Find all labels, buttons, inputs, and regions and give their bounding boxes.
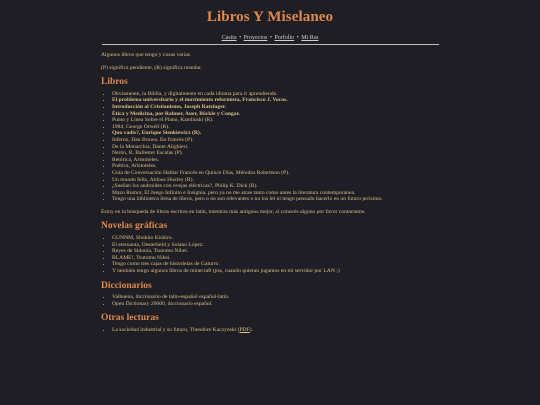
section-heading-novelas: Novelas gráficas [101, 221, 168, 232]
list-item: • ¿Sueñan los androides con ovejas eléctricas?, Philip K. Dick (R). [112, 183, 441, 190]
page-title: Libros Y Miselaneo [206, 9, 334, 25]
main-content [101, 52, 441, 334]
list-item: • Mazo Rumor, El Juego Infinito e Insignia, pero ya no me atrae tanto como antes la literatura contemporanea. [112, 190, 441, 197]
header-divider [102, 44, 439, 45]
list-item: • Nerón, R. Ballester Escalas (P). [112, 150, 441, 157]
item-text: ). [249, 327, 253, 333]
latin-search-note: Estoy en la búsqueda de libros escritos en latín, mientras más antiguos mejor, si conocés alguno por favor contactame. [101, 208, 366, 215]
nav-separator: • [296, 35, 299, 41]
nav-link-rss[interactable]: Mi Rss [301, 35, 319, 41]
intro-text: Algunos libros que tengo y cosas varias. [101, 52, 192, 58]
list-item: • Retórica, Aristoteles. [112, 157, 441, 164]
diccionarios-list [101, 294, 441, 307]
list-item: • Open Dictionary 20000, diccionario español. [112, 301, 441, 308]
list-item: • GUNNM, Shukito Kishiro. [112, 235, 441, 242]
list-item: • Valbuena, diccionario de latín-español español-latín. [112, 294, 441, 301]
novelas-list [101, 235, 441, 275]
list-item: • 1984, George Orwell (R). [112, 124, 441, 131]
nav-separator: • [269, 35, 272, 41]
list-item: • Poética, Aristoteles. [112, 163, 441, 170]
list-item: • El eternauta, Oesterheld y Solano López. [112, 242, 441, 249]
section-heading-libros: Libros [101, 77, 128, 88]
nav-link-porfolio[interactable]: Porfolio [274, 35, 295, 41]
list-item: • Y también tengo algunos libros de minecraft (pss, cuando quieran jugamos en mi servidor por LAN ;) [112, 268, 441, 275]
list-item: • Ética y Medicina, por Rahner, Auer, Böckle y Congar. [112, 111, 441, 118]
pdf-link[interactable]: PDF [239, 327, 250, 333]
nav-separator: • [239, 35, 242, 41]
list-item: • Tengo una biblioteca llena de libros, pero o no son relevantes o no los leí ni tengo pensado hacerlo en un futuro próximo. [112, 196, 441, 203]
list-item: • Tengo como tres cajas de historietas de Gaturro. [112, 261, 441, 268]
top-nav [0, 35, 540, 41]
list-item: • Guía de Conversación Hablar Francés en Quince Días, Métodos Robertson (P). [112, 170, 441, 177]
list-item: • Reyes de Sidonia, Tsutomu Nihei. [112, 248, 441, 255]
list-item: • Un mundo feliz, Aldous Huxley (R). [112, 177, 441, 184]
libros-list [101, 91, 441, 203]
item-text: La sociedad industrial y su futuro, Theodore Kaczynski ( [112, 327, 240, 333]
list-item: • De la Monarchia, Dante Alighieri. [112, 144, 441, 151]
section-heading-otras: Otras lecturas [101, 313, 159, 324]
legend-text: (P) significa pendiente, (R) significa reandar. [101, 64, 202, 71]
otras-list [101, 327, 441, 334]
list-item: • Punto y Línea Sobre el Plano, Kandinski (R). [112, 117, 441, 124]
list-item: • Quo vadis?, Enrique Sienkiewicz (R). [112, 130, 441, 137]
section-heading-diccionarios: Diccionarios [101, 280, 152, 291]
list-item: • BLAME!, Tsutomu Nihei. [112, 255, 441, 262]
list-item: • Inferno, Dan Brown. En francés (P). [112, 137, 441, 144]
list-item: • Introducción al Cristianismo, Joseph Ratzinger. [112, 104, 441, 111]
list-item: • Obviamente, la Biblia, y digitalmente en cada idioma para ir aprendiendo. [112, 91, 441, 98]
nav-link-casita[interactable]: Casita [221, 35, 237, 41]
list-item: • El problema universitario y el movimiento reformista, Francisco J. Vocos. [112, 97, 441, 104]
list-item [112, 327, 441, 334]
nav-link-proyectos[interactable]: Proyectos [243, 35, 268, 41]
